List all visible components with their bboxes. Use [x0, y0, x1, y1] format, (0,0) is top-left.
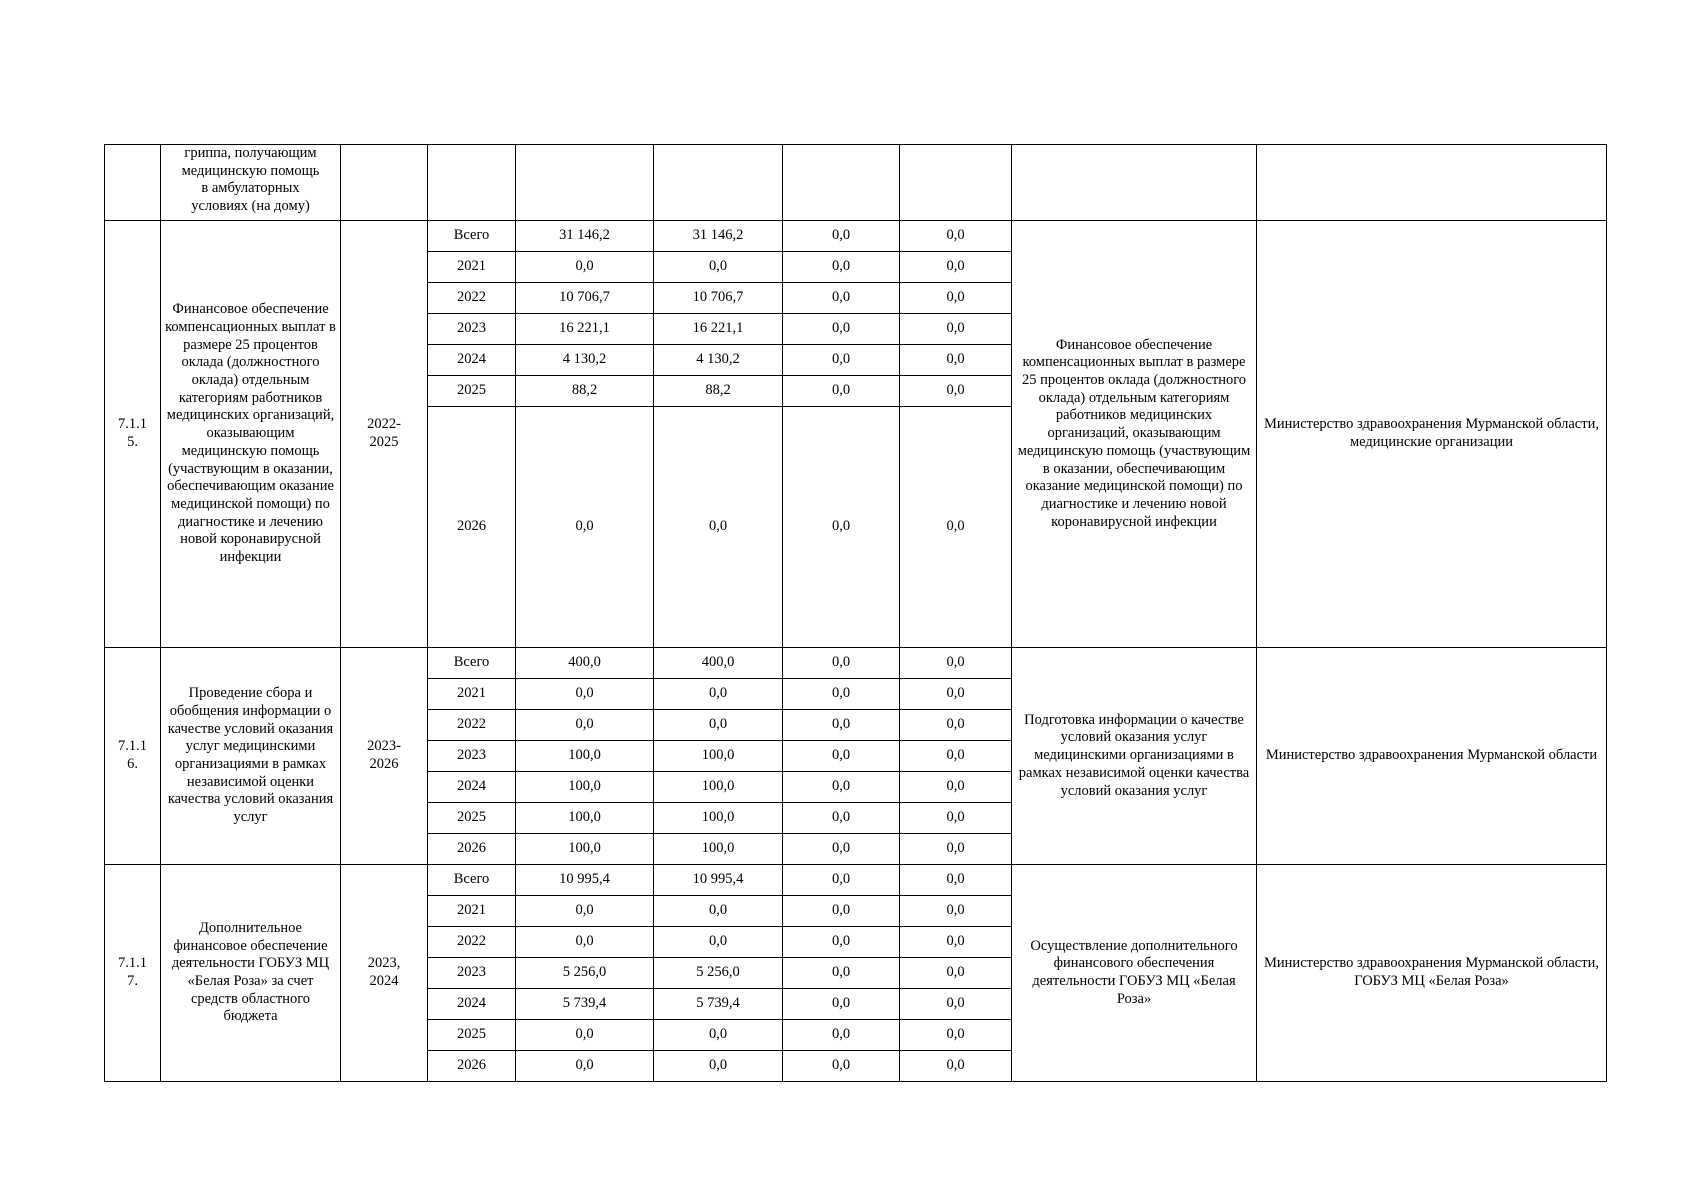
continuation-period-cell [341, 145, 428, 221]
federal-budget-cell: 0,0 [783, 221, 900, 252]
federal-budget-cell: 0,0 [783, 407, 900, 648]
total-amount-cell: 0,0 [516, 1051, 654, 1082]
other-sources-cell: 0,0 [900, 1020, 1012, 1051]
activity-number-cell [105, 865, 161, 1082]
other-sources-cell: 0,0 [900, 1051, 1012, 1082]
activity-period-line: 2026 [369, 756, 399, 772]
total-amount-cell: 5 256,0 [516, 958, 654, 989]
year-cell: 2026 [428, 407, 516, 648]
total-amount-cell: 0,0 [516, 407, 654, 648]
federal-budget-cell: 0,0 [783, 803, 900, 834]
total-amount-cell: 0,0 [516, 927, 654, 958]
regional-budget-cell: 100,0 [654, 803, 783, 834]
year-cell: 2023 [428, 741, 516, 772]
regional-budget-cell: 0,0 [654, 1051, 783, 1082]
continuation-row [105, 145, 1607, 221]
continuation-name-line: в амбулаторных [201, 180, 300, 197]
federal-budget-cell: 0,0 [783, 741, 900, 772]
other-sources-cell: 0,0 [900, 803, 1012, 834]
continuation-result-cell [1012, 145, 1257, 221]
total-amount-cell: 100,0 [516, 803, 654, 834]
total-amount-cell: 0,0 [516, 1020, 654, 1051]
total-amount-cell: 0,0 [516, 710, 654, 741]
federal-budget-cell: 0,0 [783, 648, 900, 679]
continuation-other-cell [900, 145, 1012, 221]
total-amount-cell: 100,0 [516, 772, 654, 803]
regional-budget-cell: 88,2 [654, 376, 783, 407]
activity-period-cell [341, 648, 428, 865]
regional-budget-cell: 4 130,2 [654, 345, 783, 376]
continuation-year-cell [428, 145, 516, 221]
other-sources-cell: 0,0 [900, 314, 1012, 345]
activity-period-line: 2024 [369, 973, 399, 989]
activity-period-cell [341, 865, 428, 1082]
activity-number-line: 7.1.1 [118, 955, 147, 972]
federal-budget-cell: 0,0 [783, 958, 900, 989]
total-amount-cell: 31 146,2 [516, 221, 654, 252]
other-sources-cell: 0,0 [900, 345, 1012, 376]
federal-budget-cell: 0,0 [783, 989, 900, 1020]
regional-budget-cell: 5 739,4 [654, 989, 783, 1020]
year-cell: 2026 [428, 1051, 516, 1082]
activity-number-line: 7. [127, 973, 138, 989]
regional-budget-cell: 5 256,0 [654, 958, 783, 989]
total-amount-cell: 100,0 [516, 741, 654, 772]
other-sources-cell: 0,0 [900, 896, 1012, 927]
regional-budget-cell: 0,0 [654, 679, 783, 710]
year-cell: Всего [428, 648, 516, 679]
executor-cell: Министерство здравоохранения Мурманской области [1257, 648, 1607, 865]
year-cell: 2021 [428, 252, 516, 283]
regional-budget-cell: 10 995,4 [654, 865, 783, 896]
other-sources-cell: 0,0 [900, 710, 1012, 741]
year-cell: 2024 [428, 772, 516, 803]
activity-period-line: 2023- [367, 738, 401, 755]
executor-cell: Министерство здравоохранения Мурманской области, медицинские организации [1257, 221, 1607, 648]
regional-budget-cell: 100,0 [654, 772, 783, 803]
year-cell: Всего [428, 865, 516, 896]
federal-budget-cell: 0,0 [783, 345, 900, 376]
total-amount-cell: 100,0 [516, 834, 654, 865]
year-cell: 2024 [428, 345, 516, 376]
regional-budget-cell: 0,0 [654, 252, 783, 283]
year-cell: 2022 [428, 927, 516, 958]
other-sources-cell: 0,0 [900, 989, 1012, 1020]
activity-number-line: 7.1.1 [118, 738, 147, 755]
federal-budget-cell: 0,0 [783, 927, 900, 958]
year-cell: 2026 [428, 834, 516, 865]
total-amount-cell: 10 995,4 [516, 865, 654, 896]
regional-budget-cell: 400,0 [654, 648, 783, 679]
other-sources-cell: 0,0 [900, 376, 1012, 407]
total-amount-cell: 10 706,7 [516, 283, 654, 314]
activity-name-cell: Финансовое обеспечение компенсационных выплат в размере 25 процентов оклада (должностного оклада) отдельным категориям работников медицинских организаций, оказывающим медицинскую помощь (участвующим в оказании, обеспечивающим оказание медицинской помощи) по диагностике и лечению новой коронавирусной инфекции [161, 221, 341, 648]
regional-budget-cell: 0,0 [654, 927, 783, 958]
program-activities-table [104, 144, 1607, 1082]
regional-budget-cell: 0,0 [654, 407, 783, 648]
other-sources-cell: 0,0 [900, 741, 1012, 772]
activity-period-line: 2022- [367, 416, 401, 433]
activity-number-cell [105, 221, 161, 648]
activity-period-line: 2025 [369, 434, 399, 450]
continuation-name-line: медицинскую помощь [181, 162, 320, 179]
continuation-name-line: гриппа, получающим [184, 145, 317, 161]
total-amount-cell: 4 130,2 [516, 345, 654, 376]
federal-budget-cell: 0,0 [783, 679, 900, 710]
total-amount-cell: 0,0 [516, 896, 654, 927]
activity-number-cell [105, 648, 161, 865]
federal-budget-cell: 0,0 [783, 772, 900, 803]
table-row [105, 865, 1607, 896]
year-cell: 2023 [428, 314, 516, 345]
federal-budget-cell: 0,0 [783, 834, 900, 865]
regional-budget-cell: 16 221,1 [654, 314, 783, 345]
total-amount-cell: 400,0 [516, 648, 654, 679]
other-sources-cell: 0,0 [900, 772, 1012, 803]
other-sources-cell: 0,0 [900, 252, 1012, 283]
total-amount-cell: 16 221,1 [516, 314, 654, 345]
federal-budget-cell: 0,0 [783, 283, 900, 314]
year-cell: 2022 [428, 710, 516, 741]
regional-budget-cell: 0,0 [654, 710, 783, 741]
continuation-number-cell [105, 145, 161, 221]
total-amount-cell: 5 739,4 [516, 989, 654, 1020]
other-sources-cell: 0,0 [900, 958, 1012, 989]
table-row [105, 648, 1607, 679]
total-amount-cell: 0,0 [516, 679, 654, 710]
federal-budget-cell: 0,0 [783, 710, 900, 741]
other-sources-cell: 0,0 [900, 679, 1012, 710]
regional-budget-cell: 31 146,2 [654, 221, 783, 252]
year-cell: 2021 [428, 679, 516, 710]
executor-cell: Министерство здравоохранения Мурманской области, ГОБУЗ МЦ «Белая Роза» [1257, 865, 1607, 1082]
year-cell: 2024 [428, 989, 516, 1020]
continuation-executor-cell [1257, 145, 1607, 221]
activity-period-cell [341, 221, 428, 648]
regional-budget-cell: 0,0 [654, 1020, 783, 1051]
other-sources-cell: 0,0 [900, 283, 1012, 314]
other-sources-cell: 0,0 [900, 407, 1012, 648]
continuation-name-cell [161, 145, 341, 221]
regional-budget-cell: 0,0 [654, 896, 783, 927]
federal-budget-cell: 0,0 [783, 314, 900, 345]
year-cell: Всего [428, 221, 516, 252]
activity-number-line: 7.1.1 [118, 416, 147, 433]
expected-result-cell: Финансовое обеспечение компенсационных выплат в размере 25 процентов оклада (должностного оклада) отдельным категориям работников медицинских организаций, оказывающим медицинскую помощь (участвующим в оказании, обеспечивающим оказание медицинской помощи) по диагностике и лечению новой коронавирусной инфекции [1012, 221, 1257, 648]
year-cell: 2021 [428, 896, 516, 927]
activity-number-line: 6. [127, 756, 138, 772]
regional-budget-cell: 100,0 [654, 741, 783, 772]
other-sources-cell: 0,0 [900, 865, 1012, 896]
federal-budget-cell: 0,0 [783, 252, 900, 283]
other-sources-cell: 0,0 [900, 834, 1012, 865]
other-sources-cell: 0,0 [900, 221, 1012, 252]
expected-result-cell: Осуществление дополнительного финансового обеспечения деятельности ГОБУЗ МЦ «Белая Роза» [1012, 865, 1257, 1082]
continuation-regional-cell [654, 145, 783, 221]
year-cell: 2025 [428, 1020, 516, 1051]
total-amount-cell: 0,0 [516, 252, 654, 283]
other-sources-cell: 0,0 [900, 648, 1012, 679]
continuation-total-cell [516, 145, 654, 221]
regional-budget-cell: 10 706,7 [654, 283, 783, 314]
activity-number-line: 5. [127, 434, 138, 450]
federal-budget-cell: 0,0 [783, 1020, 900, 1051]
expected-result-cell: Подготовка информации о качестве условий оказания услуг медицинскими организациями в рамках независимой оценки качества условий оказания услуг [1012, 648, 1257, 865]
other-sources-cell: 0,0 [900, 927, 1012, 958]
year-cell: 2022 [428, 283, 516, 314]
year-cell: 2023 [428, 958, 516, 989]
table-row [105, 221, 1607, 252]
activity-period-line: 2023, [367, 955, 401, 972]
continuation-name-line: условиях (на дому) [191, 198, 310, 215]
federal-budget-cell: 0,0 [783, 376, 900, 407]
regional-budget-cell: 100,0 [654, 834, 783, 865]
activity-name-cell: Проведение сбора и обобщения информации о качестве условий оказания услуг медицинскими организациями в рамках независимой оценки качества условий оказания услуг [161, 648, 341, 865]
federal-budget-cell: 0,0 [783, 865, 900, 896]
total-amount-cell: 88,2 [516, 376, 654, 407]
continuation-federal-cell [783, 145, 900, 221]
federal-budget-cell: 0,0 [783, 896, 900, 927]
federal-budget-cell: 0,0 [783, 1051, 900, 1082]
year-cell: 2025 [428, 803, 516, 834]
activity-name-cell: Дополнительное финансовое обеспечение деятельности ГОБУЗ МЦ «Белая Роза» за счет средств областного бюджета [161, 865, 341, 1082]
year-cell: 2025 [428, 376, 516, 407]
